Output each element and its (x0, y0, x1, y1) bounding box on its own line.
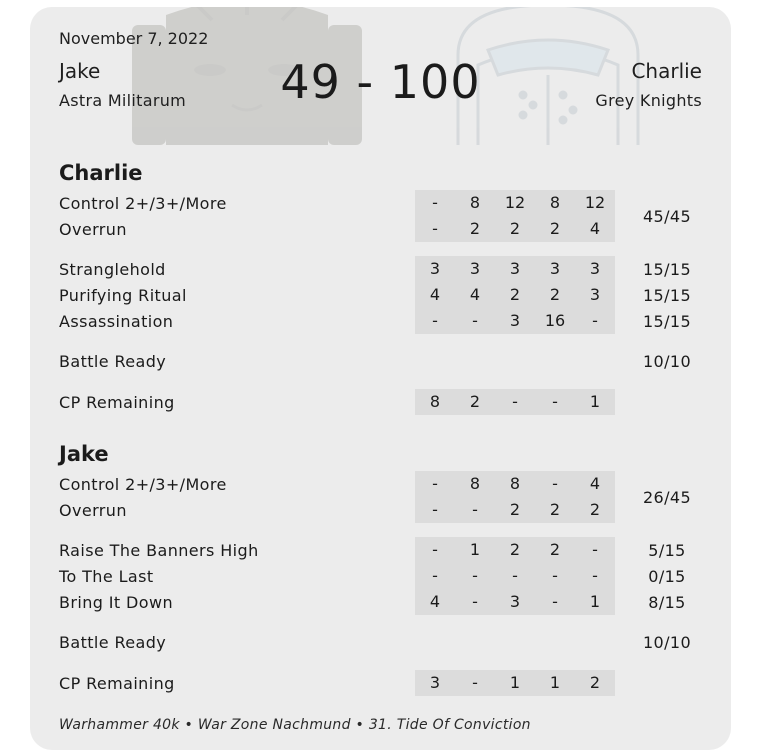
row-total: 45/45 (642, 207, 692, 226)
score-cell: - (415, 563, 455, 589)
row-total: 26/45 (642, 488, 692, 507)
score-cell: 8 (495, 471, 535, 497)
score-cell: 4 (575, 471, 615, 497)
row-label: Stranglehold (59, 260, 166, 279)
score-cell: - (455, 589, 495, 615)
score-cell: 2 (535, 537, 575, 563)
score-cell: - (455, 670, 495, 696)
score-cell: 4 (415, 589, 455, 615)
row-total: 15/15 (642, 312, 692, 331)
score-cell: - (575, 308, 615, 334)
row-total: 15/15 (642, 286, 692, 305)
row-total: 0/15 (648, 567, 686, 586)
row-total: 15/15 (642, 260, 692, 279)
score-cell: 1 (535, 670, 575, 696)
score-cell: 8 (535, 190, 575, 216)
score-cell: 3 (575, 282, 615, 308)
score-cell: 1 (575, 589, 615, 615)
player2-faction: Grey Knights (595, 91, 702, 110)
row-label: Control 2+/3+/More (59, 475, 227, 494)
score-cell: 3 (535, 256, 575, 282)
row-label: Assassination (59, 312, 174, 331)
player1-faction: Astra Militarum (59, 91, 187, 110)
score-cell: 3 (415, 670, 455, 696)
row-total: 8/15 (648, 593, 686, 612)
score-cell: 2 (455, 216, 495, 242)
row-total: 10/10 (642, 633, 692, 652)
score-cell: - (455, 563, 495, 589)
row-label: CP Remaining (59, 674, 175, 693)
score-cell: 8 (415, 389, 455, 415)
score-cell: 12 (495, 190, 535, 216)
score-cell: - (535, 589, 575, 615)
row-label: Overrun (59, 220, 127, 239)
score-cell: - (455, 308, 495, 334)
score-cell: 3 (495, 256, 535, 282)
score-cell: - (415, 537, 455, 563)
score-cell: - (495, 389, 535, 415)
score-cell: 2 (535, 282, 575, 308)
score-cell: 2 (455, 389, 495, 415)
row-label: Bring It Down (59, 593, 173, 612)
row-label: To The Last (59, 567, 154, 586)
score-cell: 3 (455, 256, 495, 282)
row-label: Purifying Ritual (59, 286, 187, 305)
score-cell: - (575, 563, 615, 589)
score-cell: 3 (415, 256, 455, 282)
game-date: November 7, 2022 (59, 29, 209, 48)
score-cell: 1 (455, 537, 495, 563)
final-score: 49 - 100 (280, 55, 481, 109)
score-cell: 2 (575, 670, 615, 696)
score-cell: - (415, 497, 455, 523)
row-label: Control 2+/3+/More (59, 194, 227, 213)
score-cell: 4 (455, 282, 495, 308)
section-title: Charlie (59, 161, 143, 185)
row-label: Raise The Banners High (59, 541, 259, 560)
score-cell: - (535, 563, 575, 589)
score-cell: 2 (575, 497, 615, 523)
row-total: 10/10 (642, 352, 692, 371)
score-cell: 2 (535, 497, 575, 523)
score-cell: 4 (415, 282, 455, 308)
row-total: 5/15 (648, 541, 686, 560)
score-cell: 2 (495, 497, 535, 523)
report-card (30, 7, 731, 750)
section-title: Jake (59, 442, 109, 466)
score-cell: - (415, 471, 455, 497)
score-cell: 1 (575, 389, 615, 415)
score-cell: 2 (495, 537, 535, 563)
score-cell: 8 (455, 471, 495, 497)
score-cell: - (535, 389, 575, 415)
score-cell: - (495, 563, 535, 589)
row-label: CP Remaining (59, 393, 175, 412)
score-cell: - (415, 190, 455, 216)
score-cell: 3 (575, 256, 615, 282)
row-label: Overrun (59, 501, 127, 520)
score-cell: 3 (495, 308, 535, 334)
score-cell: 2 (535, 216, 575, 242)
score-cell: - (575, 537, 615, 563)
score-cell: 2 (495, 216, 535, 242)
player1-name: Jake (59, 59, 101, 83)
row-label: Battle Ready (59, 352, 167, 371)
score-cell: 1 (495, 670, 535, 696)
score-cell: - (455, 497, 495, 523)
mission-footer: Warhammer 40k • War Zone Nachmund • 31. Tide Of Conviction (59, 717, 531, 733)
score-cell: 3 (495, 589, 535, 615)
score-cell: - (415, 216, 455, 242)
score-cell: - (415, 308, 455, 334)
score-cell: 16 (535, 308, 575, 334)
player2-name: Charlie (631, 59, 702, 83)
score-cell: 12 (575, 190, 615, 216)
score-cell: 4 (575, 216, 615, 242)
score-cell: - (535, 471, 575, 497)
score-cell: 8 (455, 190, 495, 216)
score-cell: 2 (495, 282, 535, 308)
row-label: Battle Ready (59, 633, 167, 652)
